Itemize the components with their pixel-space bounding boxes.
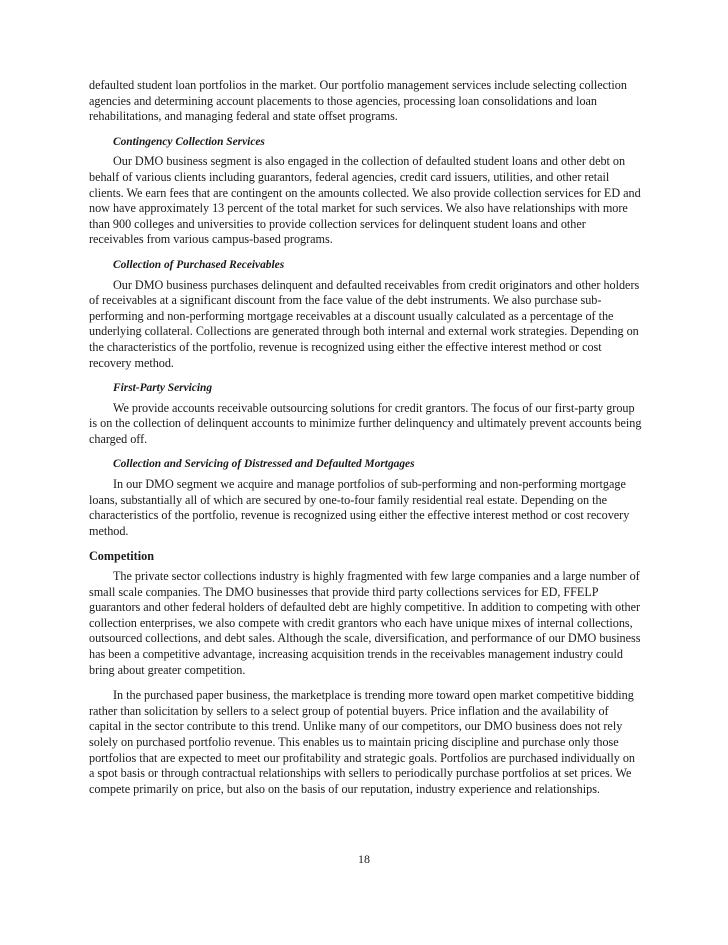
section-heading-purchased-receivables: Collection of Purchased Receivables [113, 258, 285, 271]
section-heading-contingency-collection: Contingency Collection Services [113, 135, 265, 148]
paragraph-competition-1: The private sector collections industry is highly fragmented with few large companies and a large number of small scale companies. The DMO businesses that provide third party collections services for ED, FFELP guarantors and other federal holders of defaulted debt are highly competitive. In addition to competing with other collection enterprises, we also compete with credit grantors who each have unique mixes of internal collections, outsourced collections, and debt sales. Although the scale, diversification, and performance of our DMO business has been a competitive advantage, increasing acquisition trends in the receivables management industry could bring about greater competition. [89, 569, 641, 677]
document-page [89, 78, 643, 807]
section-heading-distressed-mortgages: Collection and Servicing of Distressed and Defaulted Mortgages [113, 458, 415, 471]
paragraph-contingency-collection: Our DMO business segment is also engaged in the collection of defaulted student loans and other debt on behalf of various clients including guarantors, federal agencies, credit card issuers, utilities, and other retail clients. We earn fees that are contingent on the amounts collected. We also provide collection services for ED and now have approximately 13 percent of the total market for such services. We also have relationships with more than 900 colleges and universities to provide collection services for delinquent student loans and other receivables from various campus-based programs. [89, 154, 641, 247]
section-heading-competition: Competition [89, 549, 154, 564]
paragraph-purchased-receivables: Our DMO business purchases delinquent and defaulted receivables from credit originators and other holders of receivables at a significant discount from the face value of the debt instruments. We also purchase sub-performing and non-performing mortgage receivables at a discount usually calculated as a percentage of the underlying collateral. Collections are generated through both internal and external work strategies. Depending on the characteristics of the portfolio, revenue is recognized using either the effective interest method or cost recovery method. [89, 277, 640, 370]
page-number: 18 [358, 852, 370, 866]
section-heading-first-party-servicing: First-Party Servicing [113, 382, 213, 395]
intro-paragraph: defaulted student loan portfolios in the market. Our portfolio management services include selecting collection agencies and determining account placements to those agencies, processing loan consolidations and loan rehabilitations, and managing federal and state offset programs. [89, 78, 627, 124]
paragraph-competition-2: In the purchased paper business, the marketplace is trending more toward open market competitive bidding rather than solicitation by sellers to a select group of potential buyers. Price inflation and the availability of capital in the sector contribute to this trend. Unlike many of our competitors, our DMO business does not rely solely on purchased portfolio revenue. This enables us to maintain pricing discipline and purchase only those portfolios that are expected to meet our profitability and strategic goals. Portfolios are purchased individually on a spot basis or through contractual relationships with sellers to periodically purchase portfolios at set prices. We compete primarily on price, but also on the basis of our reputation, industry experience and relationships. [89, 688, 635, 796]
paragraph-first-party-servicing: We provide accounts receivable outsourcing solutions for credit grantors. The focus of our first-party group is on the collection of delinquent accounts to minimize further delinquency and ultimately prevent accounts being charged off. [89, 400, 642, 446]
paragraph-distressed-mortgages: In our DMO segment we acquire and manage portfolios of sub-performing and non-performing mortgage loans, substantially all of which are secured by one-to-four family residential real estate. Depending on the characteristics of the portfolio, revenue is recognized using either the effective interest method or cost recovery method. [89, 477, 630, 538]
